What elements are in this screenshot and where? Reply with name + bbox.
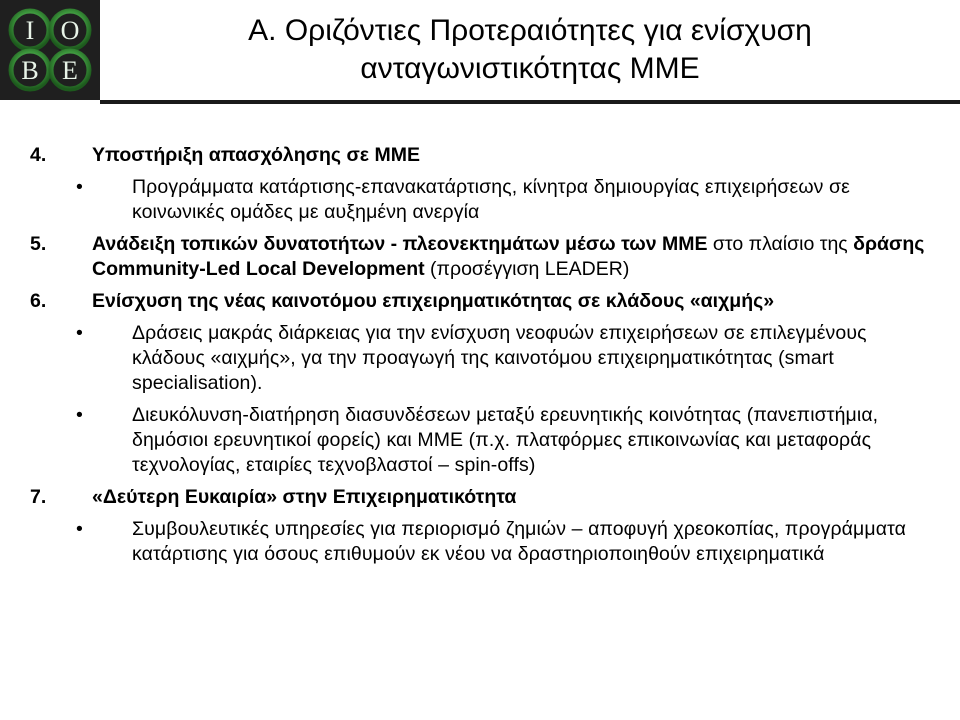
bullet-text: Δράσεις μακράς διάρκειας για την ενίσχυση νεοφυών επιχειρήσεων σε επιλεγμένους κλάδους «αιχμής», γα την προαγωγή της καινοτόμου επιχειρηματικότητας (smart specialisation). <box>132 322 867 394</box>
bullet-text: Διευκόλυνση-διατήρηση διασυνδέσεων μεταξύ ερευνητικής κοινότητας (πανεπιστήμια, δημόσιοι ερευνητικοί φορείς) και ΜΜΕ (π.χ. πλατφόρμες επικοινωνίας και μεταφοράς τεχνολογίας, εταιρίες τεχνοβλαστοί – spin-offs) <box>132 404 879 476</box>
page-title <box>110 12 950 88</box>
item-heading: «Δεύτερη Ευκαιρία» στην Επιχειρηματικότητα <box>92 486 517 508</box>
bullet-item <box>30 403 930 478</box>
item-heading-bold: Ανάδειξη τοπικών δυνατοτήτων - πλεονεκτημάτων μέσω των ΜΜΕ <box>92 233 708 255</box>
list-item-6 <box>30 289 930 314</box>
bullet-text: Προγράμματα κατάρτισης-επανακατάρτισης, κίνητρα δημιουργίας επιχειρήσεων σε κοινωνικές ομάδες με αυξημένη ανεργία <box>132 176 850 223</box>
bullet-text: Συμβουλευτικές υπηρεσίες για περιορισμό ζημιών – αποφυγή χρεοκοπίας, προγράμματα κατάρτισης για όσους επιθυμούν εκ νέου να δραστηριοποιηθούν επιχειρηματικά <box>132 518 906 565</box>
list-item-7 <box>30 485 930 510</box>
bullet-item <box>30 321 930 396</box>
title-line-2: ανταγωνιστικότητας ΜΜΕ <box>360 52 700 85</box>
logo-letter-4: E <box>62 56 78 85</box>
list-item-4 <box>30 143 930 168</box>
title-line-1: Α. Οριζόντιες Προτεραιότητες για ενίσχυση <box>248 14 812 47</box>
item-number: 4. <box>30 144 47 166</box>
content-list <box>30 143 930 574</box>
header <box>0 0 960 104</box>
list-item-5 <box>30 232 930 282</box>
item-heading: Ενίσχυση της νέας καινοτόμου επιχειρηματικότητας σε κλάδους «αιχμής» <box>92 290 775 312</box>
bullet-item <box>30 175 930 225</box>
item-heading: Υποστήριξη απασχόλησης σε ΜΜΕ <box>92 144 420 166</box>
logo-rings <box>0 0 100 100</box>
item-heading-mid: στο πλαίσιο της <box>707 233 854 255</box>
bullet-icon: • <box>76 322 83 344</box>
item-number: 6. <box>30 290 47 312</box>
header-divider <box>100 100 960 104</box>
item-heading <box>92 232 930 282</box>
item-number: 7. <box>30 486 47 508</box>
bullet-icon: • <box>76 176 83 198</box>
bullet-icon: • <box>76 518 83 540</box>
bullet-item <box>30 517 930 567</box>
logo-letter-1: I <box>25 16 35 45</box>
logo-letter-3: B <box>21 56 39 85</box>
logo-letter-2: O <box>60 16 80 45</box>
item-number: 5. <box>30 233 47 255</box>
iobe-logo <box>0 0 100 100</box>
item-heading-bold-2: δράσης Community-Led Local Development <box>92 233 925 280</box>
item-heading-tail: (προσέγγιση LEADER) <box>424 258 630 280</box>
bullet-icon: • <box>76 404 83 426</box>
